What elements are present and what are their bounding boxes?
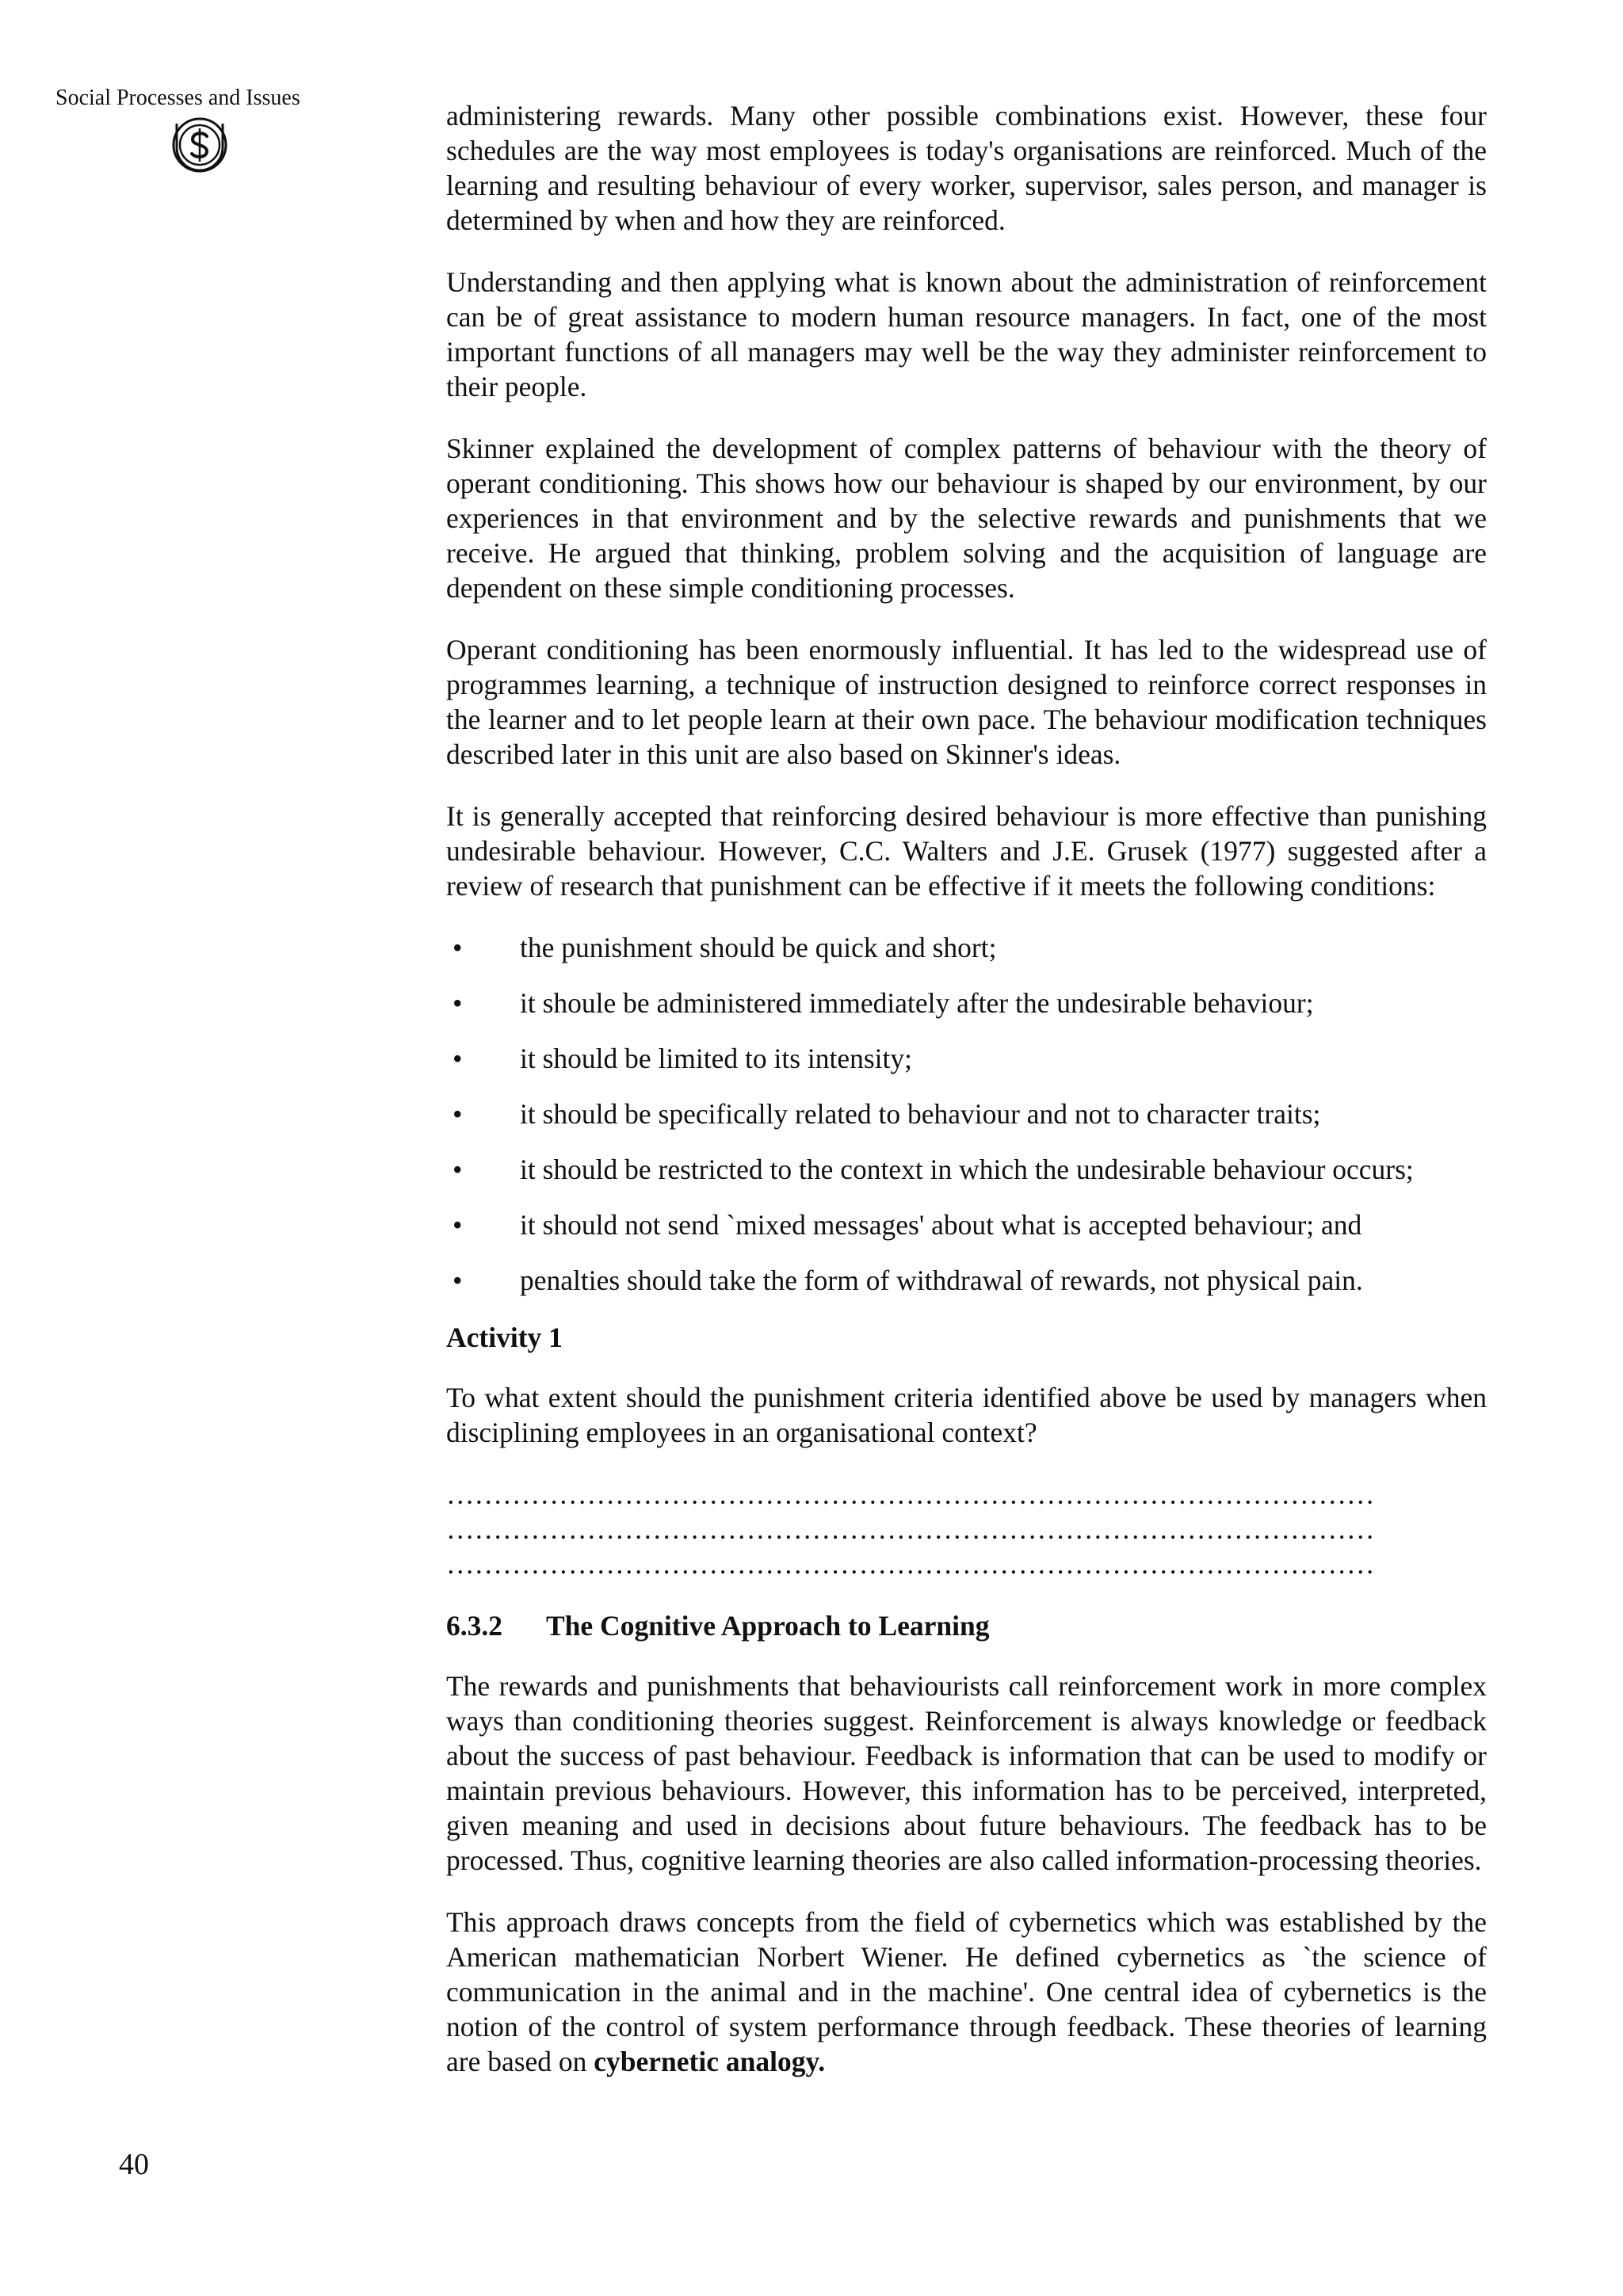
bullet-icon: •: [453, 1098, 463, 1130]
emphasis-text: cybernetic analogy.: [594, 2046, 826, 2077]
answer-space: [446, 1477, 1487, 1581]
bullet-icon: •: [453, 987, 463, 1019]
page-number: 40: [119, 2148, 149, 2181]
list-item-text: the punishment should be quick and short;: [520, 932, 997, 963]
paragraph: [446, 1905, 1487, 2079]
answer-line: ………………………………………………………………………………………: [446, 1548, 1375, 1580]
list-item-text: penalties should take the form of withdrawal of rewards, not physical pain.: [520, 1264, 1363, 1296]
list-item-text: it should be limited to its intensity;: [520, 1043, 913, 1074]
section-number: 6.3.2: [446, 1610, 502, 1642]
list-item: [446, 986, 1487, 1020]
list-item-text: it should be specifically related to behaviour and not to character traits;: [520, 1098, 1321, 1130]
paragraph: Understanding and then applying what is known about the administration of reinforcement can be of great assistance to modern human resource managers. In fact, one of the most important functions of all managers may well be the way they administer reinforcement to their people.: [446, 266, 1487, 402]
list-item: [446, 1097, 1487, 1131]
bullet-icon: •: [453, 1264, 463, 1296]
list-item-text: it should be restricted to the context in which the undesirable behaviour occurs;: [520, 1154, 1414, 1185]
main-content: [446, 98, 1487, 2106]
university-logo-icon: [170, 116, 229, 174]
bullet-icon: •: [453, 1043, 463, 1074]
list-item: [446, 1041, 1487, 1076]
bullet-icon: •: [453, 932, 463, 963]
section-title: The Cognitive Approach to Learning: [546, 1610, 990, 1642]
answer-line: ………………………………………………………………………………………: [446, 1478, 1375, 1510]
activity-heading: Activity 1: [446, 1322, 563, 1353]
bullet-icon: •: [453, 1154, 463, 1185]
list-item: [446, 1152, 1487, 1187]
list-item: [446, 1207, 1487, 1242]
punishment-conditions-list: [446, 930, 1487, 1298]
paragraph: administering rewards. Many other possible combinations exist. However, these four schedules are the way most employees is today's organisations are reinforced. Much of the learning and resulting behaviour of every worker, supervisor, sales person, and manager is determined by when and how they are reinforced.: [446, 100, 1487, 236]
section-heading: [446, 1608, 1487, 1643]
answer-line: ………………………………………………………………………………………: [446, 1513, 1375, 1545]
list-item-text: it should not send `mixed messages' about what is accepted behaviour; and: [520, 1209, 1362, 1241]
paragraph: Operant conditioning has been enormously influential. It has led to the widespread use of programmes learning, a technique of instruction designed to reinforce correct responses in the learner and to let people learn at their own pace. The behaviour modification techniques described later in this unit are also based on Skinner's ideas.: [446, 634, 1487, 770]
list-item-text: it shoule be administered immediately after the undesirable behaviour;: [520, 987, 1314, 1019]
list-item: [446, 930, 1487, 965]
running-head: Social Processes and Issues: [55, 86, 300, 110]
bullet-icon: •: [453, 1209, 463, 1241]
activity-question: To what extent should the punishment criteria identified above be used by managers when disciplining employees in an organisational context?: [446, 1382, 1487, 1448]
list-item: [446, 1263, 1487, 1298]
paragraph: The rewards and punishments that behaviourists call reinforcement work in more complex ways than conditioning theories suggest. Reinforcement is always knowledge or feedback about the success of past behaviour. Feedback is information that can be used to modify or maintain previous behaviours. However, this information has to be perceived, interpreted, given meaning and used in decisions about future behaviours. The feedback has to be processed. Thus, cognitive learning theories are also called information-processing theories.: [446, 1670, 1487, 1876]
paragraph-text: This approach draws concepts from the field of cybernetics which was established by the American mathematician Norbert Wiener. He defined cybernetics as `the science of communication in the animal and in the machine'. One central idea of cybernetics is the notion of the control of system performance through feedback. These theories of learning are based on: [446, 1906, 1487, 2077]
paragraph: Skinner explained the development of complex patterns of behaviour with the theory of operant conditioning. This shows how our behaviour is shaped by our environment, by our experiences in that environment and by the selective rewards and punishments that we receive. He argued that thinking, problem solving and the acquisition of language are dependent on these simple conditioning processes.: [446, 433, 1487, 604]
paragraph: It is generally accepted that reinforcing desired behaviour is more effective than punishing undesirable behaviour. However, C.C. Walters and J.E. Grusek (1977) suggested after a review of research that punishment can be effective if it meets the following conditions:: [446, 800, 1487, 902]
